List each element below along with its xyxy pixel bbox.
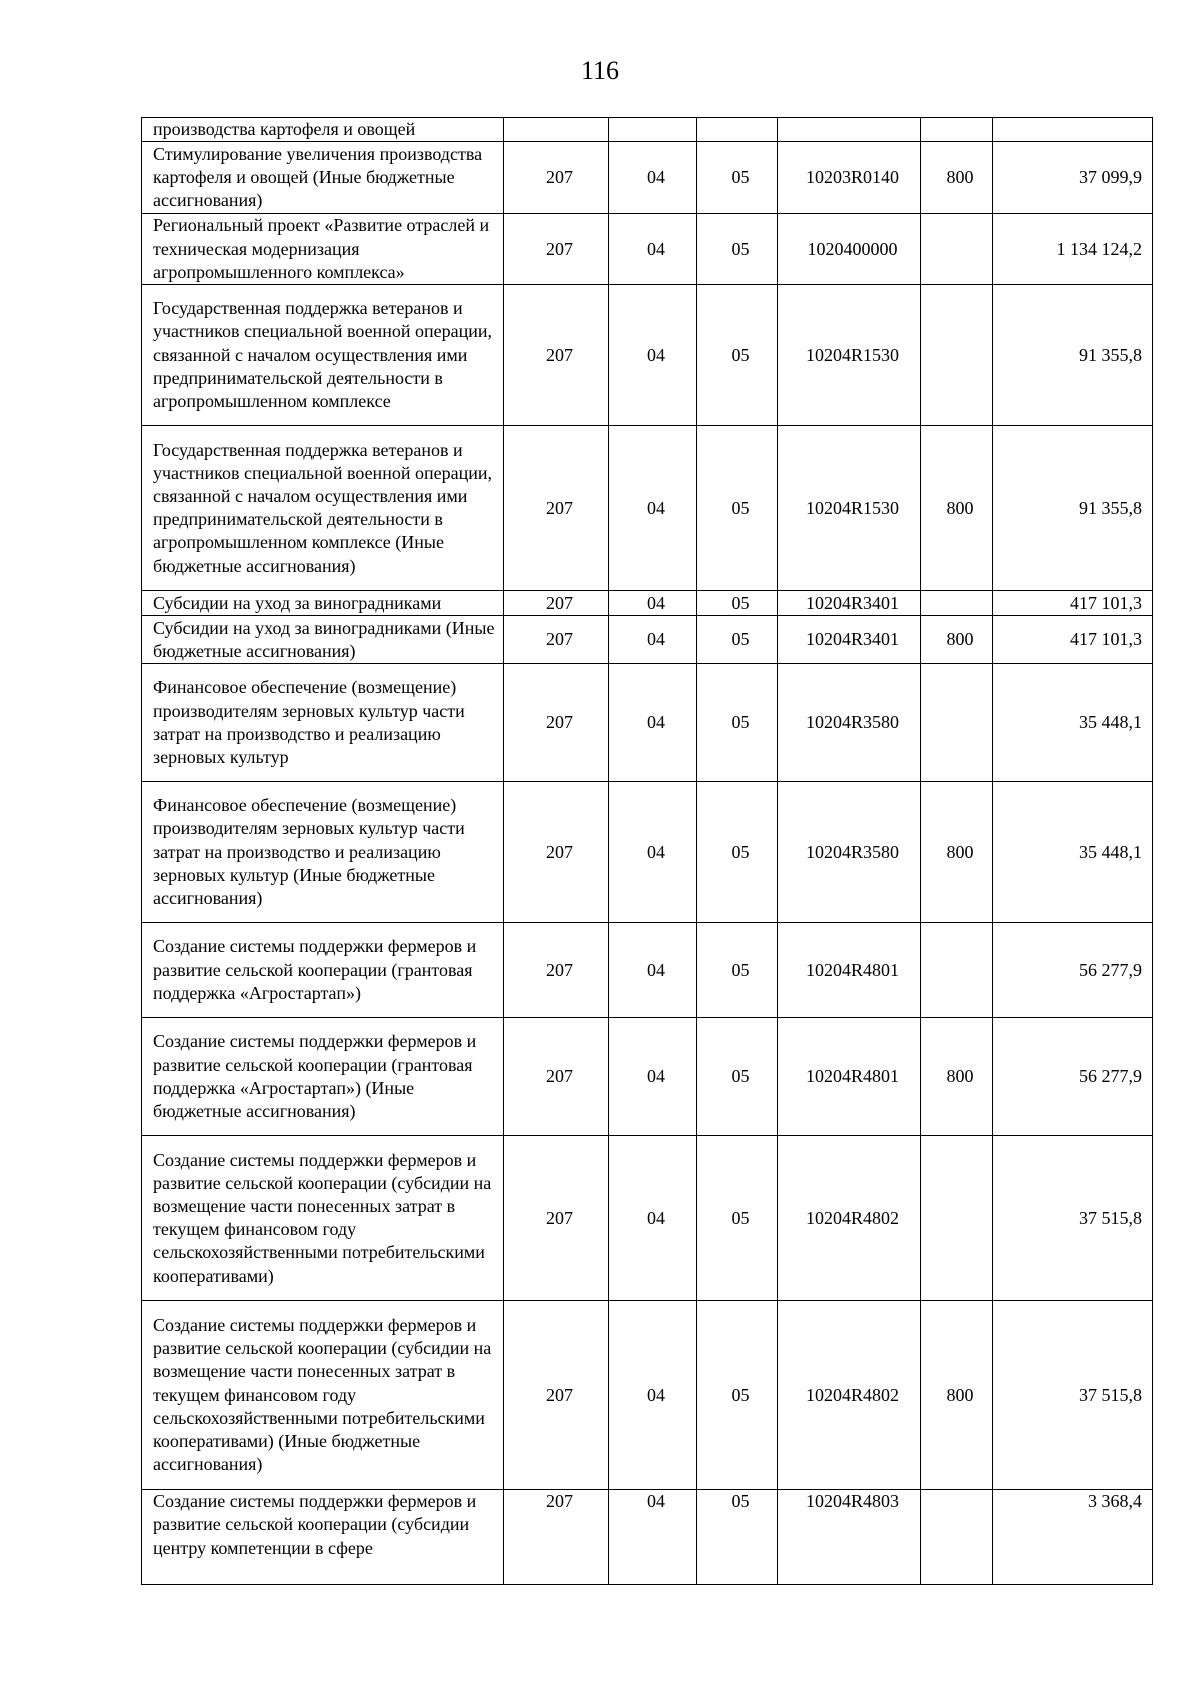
row-ved: 207 bbox=[504, 591, 609, 616]
row-name: Создание системы поддержки фермеров и развитие сельской кооперации (субсидии центру компетенции в сфере bbox=[142, 1490, 504, 1585]
table-row bbox=[142, 142, 1153, 214]
row-pr: 05 bbox=[697, 142, 778, 214]
row-ved: 207 bbox=[504, 782, 609, 923]
row-pr: 05 bbox=[697, 285, 778, 426]
row-vr bbox=[921, 214, 993, 285]
table-row bbox=[142, 782, 1153, 923]
row-csr: 10204R3401 bbox=[778, 616, 921, 664]
row-pr: 05 bbox=[697, 1018, 778, 1136]
row-sum: 417 101,3 bbox=[993, 616, 1153, 664]
table-row bbox=[142, 923, 1153, 1018]
row-name: Региональный проект «Развитие отраслей и техническая модернизация агропромышленного комплекса» bbox=[142, 214, 504, 285]
row-vr: 800 bbox=[921, 616, 993, 664]
row-ved: 207 bbox=[504, 1018, 609, 1136]
row-csr: 10204R1530 bbox=[778, 426, 921, 591]
row-ved bbox=[504, 118, 609, 142]
row-rz: 04 bbox=[609, 214, 697, 285]
row-sum: 37 099,9 bbox=[993, 142, 1153, 214]
row-pr: 05 bbox=[697, 591, 778, 616]
row-pr: 05 bbox=[697, 1136, 778, 1301]
row-vr: 800 bbox=[921, 142, 993, 214]
row-rz: 04 bbox=[609, 782, 697, 923]
row-vr: 800 bbox=[921, 1018, 993, 1136]
row-ved: 207 bbox=[504, 1490, 609, 1585]
row-vr bbox=[921, 1490, 993, 1585]
row-csr: 10203R0140 bbox=[778, 142, 921, 214]
row-pr: 05 bbox=[697, 664, 778, 782]
row-sum: 56 277,9 bbox=[993, 1018, 1153, 1136]
row-csr: 10204R3580 bbox=[778, 664, 921, 782]
row-name: Субсидии на уход за виноградниками bbox=[142, 591, 504, 616]
row-sum: 417 101,3 bbox=[993, 591, 1153, 616]
row-ved: 207 bbox=[504, 1136, 609, 1301]
row-ved: 207 bbox=[504, 285, 609, 426]
row-rz: 04 bbox=[609, 1018, 697, 1136]
row-vr bbox=[921, 118, 993, 142]
row-csr: 10204R1530 bbox=[778, 285, 921, 426]
table-row bbox=[142, 214, 1153, 285]
row-vr bbox=[921, 1136, 993, 1301]
row-name: Создание системы поддержки фермеров и развитие сельской кооперации (грантовая поддержка «Агростартап») bbox=[142, 923, 504, 1018]
row-ved: 207 bbox=[504, 664, 609, 782]
row-ved: 207 bbox=[504, 616, 609, 664]
row-name: Создание системы поддержки фермеров и развитие сельской кооперации (грантовая поддержка «Агростартап») (Иные бюджетные ассигнования) bbox=[142, 1018, 504, 1136]
row-name: Государственная поддержка ветеранов и участников специальной военной операции, связанной с началом осуществления ими предпринимательской деятельности в агропромышленном комплексе bbox=[142, 285, 504, 426]
row-sum: 1 134 124,2 bbox=[993, 214, 1153, 285]
row-sum: 56 277,9 bbox=[993, 923, 1153, 1018]
row-name: Субсидии на уход за виноградниками (Иные бюджетные ассигнования) bbox=[142, 616, 504, 664]
row-sum: 37 515,8 bbox=[993, 1136, 1153, 1301]
row-rz: 04 bbox=[609, 1490, 697, 1585]
row-csr: 10204R4802 bbox=[778, 1136, 921, 1301]
table-row bbox=[142, 285, 1153, 426]
row-rz: 04 bbox=[609, 142, 697, 214]
row-csr: 1020400000 bbox=[778, 214, 921, 285]
row-ved: 207 bbox=[504, 1301, 609, 1490]
table-row bbox=[142, 616, 1153, 664]
row-pr: 05 bbox=[697, 923, 778, 1018]
row-vr: 800 bbox=[921, 782, 993, 923]
row-name: Создание системы поддержки фермеров и развитие сельской кооперации (субсидии на возмещение части понесенных затрат в текущем финансовом году сельскохозяйственными потребительскими кооперативами) (Иные бюджетные ассигнования) bbox=[142, 1301, 504, 1490]
row-name: Финансовое обеспечение (возмещение) производителям зерновых культур части затрат на производство и реализацию зерновых культур bbox=[142, 664, 504, 782]
row-name: Финансовое обеспечение (возмещение) производителям зерновых культур части затрат на производство и реализацию зерновых культур (Иные бюджетные ассигнования) bbox=[142, 782, 504, 923]
row-vr bbox=[921, 285, 993, 426]
row-rz: 04 bbox=[609, 664, 697, 782]
row-csr: 10204R4801 bbox=[778, 923, 921, 1018]
row-sum: 3 368,4 bbox=[993, 1490, 1153, 1585]
row-csr: 10204R3580 bbox=[778, 782, 921, 923]
row-ved: 207 bbox=[504, 214, 609, 285]
table-row bbox=[142, 1018, 1153, 1136]
row-sum: 35 448,1 bbox=[993, 664, 1153, 782]
row-ved: 207 bbox=[504, 426, 609, 591]
page-number: 116 bbox=[580, 56, 620, 85]
row-csr bbox=[778, 118, 921, 142]
row-rz: 04 bbox=[609, 923, 697, 1018]
row-ved: 207 bbox=[504, 142, 609, 214]
row-rz bbox=[609, 118, 697, 142]
row-csr: 10204R4801 bbox=[778, 1018, 921, 1136]
table-row bbox=[142, 1301, 1153, 1490]
row-pr: 05 bbox=[697, 782, 778, 923]
table-row bbox=[142, 1490, 1153, 1585]
row-rz: 04 bbox=[609, 426, 697, 591]
budget-table bbox=[141, 117, 1153, 1585]
row-vr: 800 bbox=[921, 426, 993, 591]
row-pr: 05 bbox=[697, 1301, 778, 1490]
row-name: Создание системы поддержки фермеров и развитие сельской кооперации (субсидии на возмещение части понесенных затрат в текущем финансовом году сельскохозяйственными потребительскими кооперативами) bbox=[142, 1136, 504, 1301]
row-rz: 04 bbox=[609, 285, 697, 426]
row-rz: 04 bbox=[609, 591, 697, 616]
row-rz: 04 bbox=[609, 616, 697, 664]
row-name: Стимулирование увеличения производства картофеля и овощей (Иные бюджетные ассигнования) bbox=[142, 142, 504, 214]
row-vr: 800 bbox=[921, 1301, 993, 1490]
table-row bbox=[142, 664, 1153, 782]
table-row bbox=[142, 1136, 1153, 1301]
row-sum: 91 355,8 bbox=[993, 285, 1153, 426]
row-sum bbox=[993, 118, 1153, 142]
row-vr bbox=[921, 923, 993, 1018]
row-name: Государственная поддержка ветеранов и участников специальной военной операции, связанной с началом осуществления ими предпринимательской деятельности в агропромышленном комплексе (Иные бюджетные ассигнования) bbox=[142, 426, 504, 591]
row-vr bbox=[921, 591, 993, 616]
row-pr bbox=[697, 118, 778, 142]
row-pr: 05 bbox=[697, 214, 778, 285]
row-rz: 04 bbox=[609, 1136, 697, 1301]
row-vr bbox=[921, 664, 993, 782]
row-csr: 10204R4803 bbox=[778, 1490, 921, 1585]
table-row bbox=[142, 426, 1153, 591]
row-name: производства картофеля и овощей bbox=[142, 118, 504, 142]
row-ved: 207 bbox=[504, 923, 609, 1018]
row-csr: 10204R4802 bbox=[778, 1301, 921, 1490]
row-sum: 91 355,8 bbox=[993, 426, 1153, 591]
row-csr: 10204R3401 bbox=[778, 591, 921, 616]
row-pr: 05 bbox=[697, 426, 778, 591]
table-row bbox=[142, 118, 1153, 142]
row-rz: 04 bbox=[609, 1301, 697, 1490]
row-pr: 05 bbox=[697, 1490, 778, 1585]
row-pr: 05 bbox=[697, 616, 778, 664]
table-row bbox=[142, 591, 1153, 616]
row-sum: 35 448,1 bbox=[993, 782, 1153, 923]
row-sum: 37 515,8 bbox=[993, 1301, 1153, 1490]
